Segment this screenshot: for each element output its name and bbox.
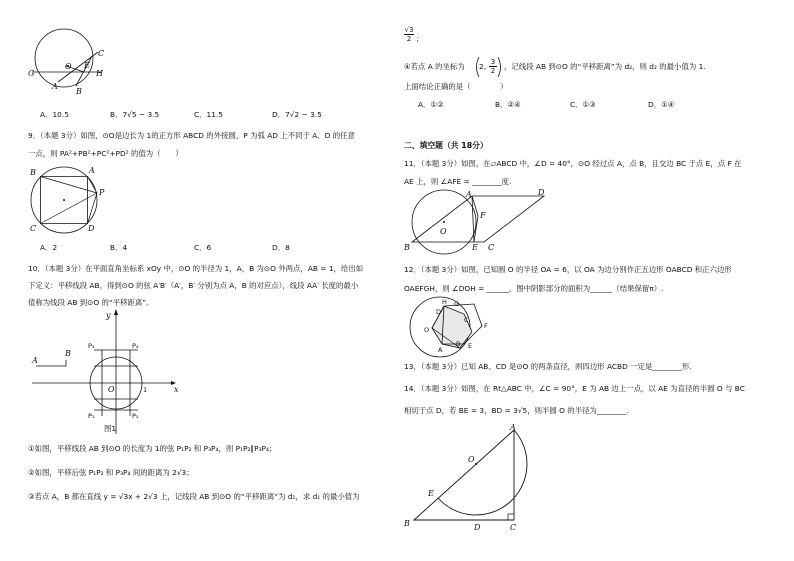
q14-stem-line2: 相切于点 D，若 BE = 3，BD = 3√5，则半圆 O 的半径为________. [404,406,629,415]
q9-stem-line2: 一点，则 PA²+PB²+PC²+PD² 的值为（ ） [28,149,183,158]
q11-stem-line1: 11．（本题 3分）如图，在▱ABCD 中，∠D = 40°，⊙O 经过点 A，点 B，且交边 BC 于点 E，点 F 在 [404,159,742,168]
q12-label-o: O [424,326,430,334]
fraction-denominator: 2 [404,34,414,43]
q12-figure [402,296,502,358]
coordinate-paren-right [497,56,503,78]
q10-fig-label-a: A [32,356,38,365]
q11-figure [402,188,552,256]
q8-label-a: A [52,82,58,91]
q12-stem-line1: 12．（本题 3分）如图，已知圆 O 的半径 OA = 6，以 OA 为边分别作正五边形 OABCD 和正六边形 [404,265,732,274]
q14-figure [400,424,540,532]
q9-label-d: D [88,224,95,233]
q8-option-b[interactable]: B．7√5 − 3.5 [110,110,160,119]
coordinate-y-numerator: 3 [490,58,496,66]
q10-statement-4-suffix: ，记线段 AB 到⊙O 的“平移距离”为 d₂，则 d₂ 的最小值为 1. [504,62,706,71]
q12-label-b: B [456,340,461,348]
q14-label-b: B [404,519,410,528]
q8-label-e: E [84,61,90,70]
q10-fig-label-p3: P₃ [88,342,95,350]
q14-stem-line1: 14．（本题 3分）如图，在 Rt△ABC 中，∠C = 90°，E 为 AB 边上一点，以 AE 为直径的半圆 O 与 BC [404,384,745,393]
q9-label-a: A [89,166,95,175]
q10-stem-line2: 下定义：平移线段 AB，得到⊙O 的弦 A′B′（A′，B′ 分别为点 A，B 的对应点），线段 AA′ 长度的最小 [28,281,359,290]
q9-option-c[interactable]: C．6 [194,243,212,252]
q11-label-d: D [538,188,545,197]
q14-label-d: D [474,523,481,532]
q12-label-e: E [468,342,473,350]
q9-label-p: P [99,188,105,197]
q8-option-d[interactable]: D．7√2 − 3.5 [272,110,322,119]
q10-option-a[interactable]: A．①② [418,100,444,109]
coordinate-y-fraction [489,58,497,75]
fraction-tail: ； [416,34,424,43]
q10-conclusion: 上面结论正确的是（ ） [404,82,508,91]
q11-stem-line2: AE 上，则 ∠AFE = ________度. [404,177,512,186]
q10-figure-caption: 图1 [104,424,117,433]
q10-statement-3: ③若点 A，B 都在直线 y = √3x + 2√3 上，记线段 AB 到⊙O 的“平移距离”为 d₁，求 d₁ 的最小值为 [28,492,360,501]
q8-figure [28,32,108,102]
q10-fig-label-p2: P₂ [132,412,139,420]
q13-stem: 13．（本题 3分）已知 AB、CD 是⊙O 的两条直径，则四边形 ACBD 一定是________形. [404,362,692,371]
q11-label-f: F [480,211,486,220]
q12-label-d: D [436,308,442,316]
q10-fig-label-o: O [108,385,115,394]
q10-figure [28,306,188,436]
q12-label-h: H [442,298,447,306]
q9-figure [26,163,110,237]
q8-label-g: G [28,69,35,78]
q8-option-c[interactable]: C．11.5 [194,110,224,119]
statement-3-answer-fraction [404,26,414,43]
q10-statement-2: ②如图，平移后弦 P₁P₂ 和 P₃P₄ 间的距离为 2√3； [28,468,194,477]
q14-label-o: O [468,455,475,464]
q12-label-f: F [484,322,488,330]
q9-option-b[interactable]: B．4 [110,243,128,252]
coordinate-x: 2, [479,62,487,71]
q8-label-o: O [65,62,72,71]
q9-option-d[interactable]: D．8 [272,243,290,252]
q12-label-c: C [464,316,469,324]
q10-fig-label-p4: P₄ [132,342,139,350]
q12-label-g: G [454,300,460,308]
q10-stem-line1: 10．（本题 3分）在平面直角坐标系 xOy 中，⊙O 的半径为 1，A，B 为⊙O 外两点，AB = 1，给出如 [28,264,364,273]
q10-fig-label-1: 1 [143,386,148,394]
q11-label-a: A [466,190,472,199]
q14-label-a: A [510,423,516,432]
q10-fig-label-y: y [106,311,111,320]
q9-label-b: B [30,168,36,177]
q14-label-c: C [510,523,517,532]
q8-option-a[interactable]: A．10.5 [40,110,69,119]
q10-statement-1: ①如图，平移线段 AB 到⊙O 的长度为 1的弦 P₁P₂ 和 P₃P₄，则 P₁P₂∥P₃P₄； [28,444,277,453]
section-title-fill-in: 二、填空题（共 18分） [404,141,488,150]
q11-label-e: E [472,243,478,252]
q11-label-b: B [404,243,410,252]
fraction-numerator: √3 [404,26,414,34]
q14-label-e: E [428,489,434,498]
q10-option-c[interactable]: C．①③ [570,100,596,109]
q9-option-a[interactable]: A．2 [40,243,58,252]
q10-fig-label-b: B [65,349,71,358]
coordinate-y-denominator: 2 [490,67,496,75]
q10-fig-label-p1: P₁ [88,412,95,420]
q8-label-b: B [76,87,82,96]
q11-label-c: C [488,243,495,252]
q10-fig-label-x: x [174,385,179,394]
q8-label-h: H [96,69,103,78]
q10-option-d[interactable]: D．①④ [648,100,675,109]
q10-stem-line3: 值称为线段 AB 到⊙O 的“平移距离”。 [28,298,154,307]
q12-stem-line2: OAEFGH，则 ∠DOH = ______，图中阴影部分的面积为______（结果保留π）. [404,284,664,293]
q8-label-c: C [98,49,105,58]
q10-statement-4-prefix: ④若点 A 的坐标为 [404,62,465,71]
q11-label-o: O [440,227,447,236]
q9-stem-line1: 9．（本题 3分）如图，⊙O是边长为 1的正方形 ABCD 的外接圆，P 为弧 AD 上不同于 A、D 的任意 [28,131,355,140]
q12-label-a: A [438,346,443,354]
q10-option-b[interactable]: B．②④ [495,100,521,109]
q9-label-c: C [30,224,37,233]
